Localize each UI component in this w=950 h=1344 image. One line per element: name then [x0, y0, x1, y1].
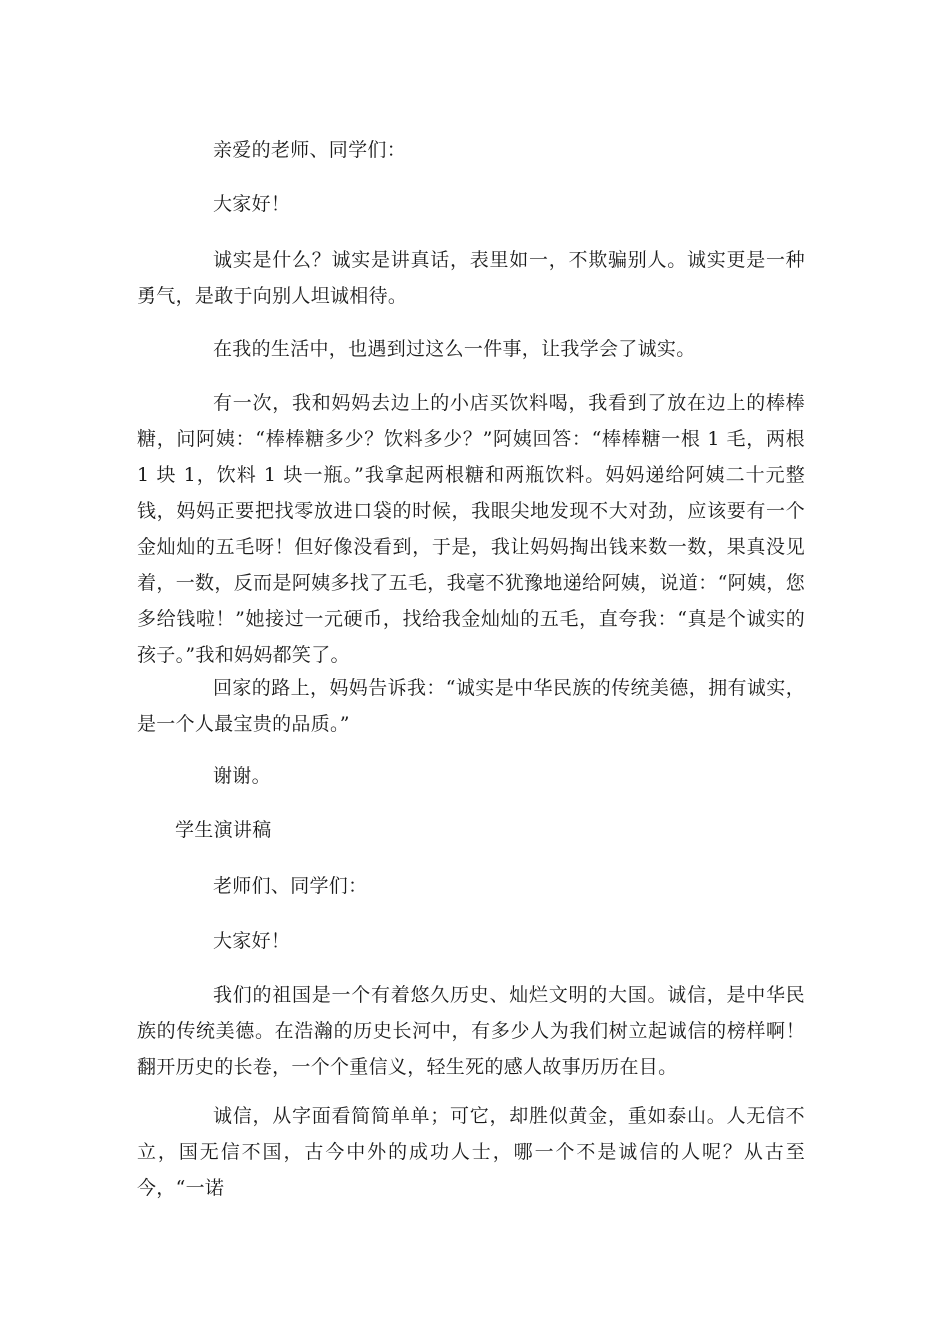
greeting: 大家好！	[213, 193, 291, 215]
greeting-2: 大家好！	[213, 930, 291, 952]
paragraph-shop-story: 有一次，我和妈妈去边上的小店买饮料喝，我看到了放在边上的棒棒糖，问阿姨：“棒棒糖多少？饮料多少？”阿姨回答：“棒棒糖一根 1 毛，两根 1 块 1，饮料 1 块一瓶。”我拿起两根糖和两瓶饮料。妈妈递给阿姨二十元整钱，妈妈正要把找零放进口袋的时候，我眼尖地发现不大对劲，应该要有一个金灿灿的五毛呀！但好像没看到，于是，我让妈妈掏出钱来数一数，果真没见着，一数，反而是阿姨多找了五毛，我毫不犹豫地递给阿姨，说道：“阿姨，您多给钱啦！”她接过一元硬币，找给我金灿灿的五毛，直夸我：“真是个诚实的孩子。”我和妈妈都笑了。	[137, 392, 805, 666]
paragraph-integrity: 诚信，从字面看简简单单；可它，却胜似黄金，重如泰山。人无信不立，国无信不国，古今中外的成功人士，哪一个不是诚信的人呢？从古至今，“一诺	[137, 1105, 805, 1199]
paragraph-honesty-definition: 诚实是什么？诚实是讲真话，表里如一，不欺骗别人。诚实更是一种勇气，是敢于向别人坦诚相待。	[137, 249, 805, 307]
closing-thanks: 谢谢。	[213, 765, 271, 787]
paragraph-motherland: 我们的祖国是一个有着悠久历史、灿烂文明的大国。诚信，是中华民族的传统美德。在浩瀚的历史长河中，有多少人为我们树立起诚信的榜样啊！翻开历史的长卷，一个个重信义，轻生死的感人故事历历在目。	[137, 984, 805, 1078]
salutation-2: 老师们、同学们：	[213, 875, 368, 897]
section-title: 学生演讲稿	[175, 819, 272, 841]
salutation: 亲爱的老师、同学们：	[213, 139, 407, 161]
paragraph-intro-story: 在我的生活中，也遇到过这么一件事，让我学会了诚实。	[213, 338, 696, 360]
paragraph-mother-words: 回家的路上，妈妈告诉我：“诚实是中华民族的传统美德，拥有诚实，是一个人最宝贵的品质。”	[137, 677, 805, 735]
